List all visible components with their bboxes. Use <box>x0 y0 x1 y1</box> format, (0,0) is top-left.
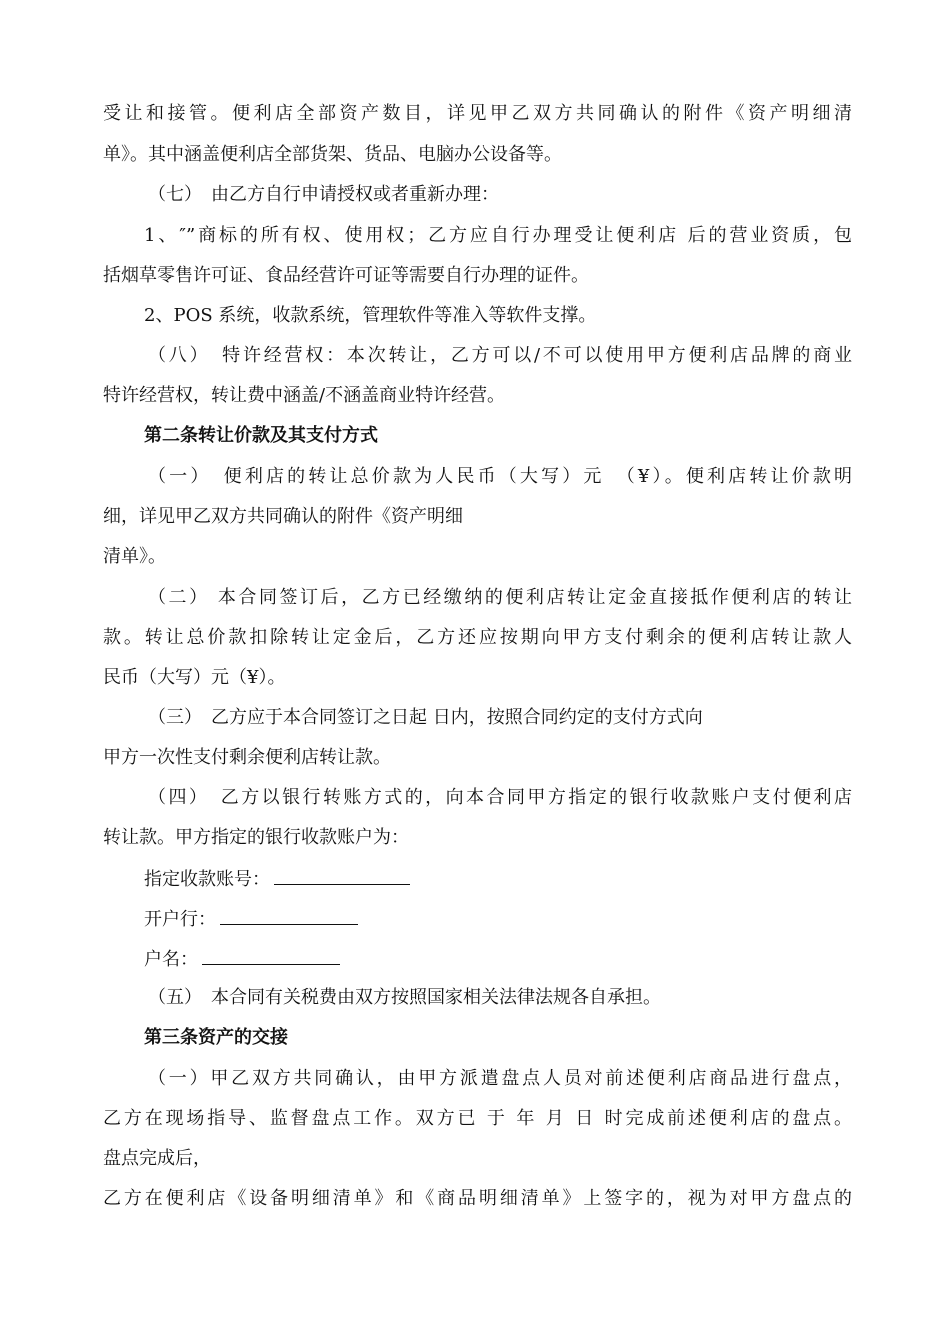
paragraph-line: 受让和接管。便利店全部资产数目，详见甲乙双方共同确认的附件《资产明细清 <box>103 103 852 124</box>
paragraph-line: （一）甲乙双方共同确认，由甲方派遣盘点人员对前述便利店商品进行盘点， <box>148 1068 852 1089</box>
paragraph-line: 款。转让总价款扣除转让定金后，乙方还应按期向甲方支付剩余的便利店转让款人 <box>103 627 852 648</box>
paragraph-line: （一） 便利店的转让总价款为人民币（大写）元 （¥）。便利店转让价款明 <box>148 466 852 487</box>
paragraph-line: 1、″”商标的所有权、使用权；乙方应自行办理受让便利店 后的营业资质，包 <box>144 225 852 246</box>
paragraph-line: 单》。其中涵盖便利店全部货架、货品、电脑办公设备等。 <box>103 144 562 165</box>
account-name-field <box>144 946 340 970</box>
blank-line <box>220 906 358 925</box>
paragraph-line: 乙方在现场指导、监督盘点工作。双方已 于 年 月 日 时完成前述便利店的盘点。 <box>103 1108 852 1129</box>
clause-heading: （七） 由乙方自行申请授权或者重新办理： <box>148 184 499 205</box>
paragraph-line: 盘点完成后， <box>103 1148 211 1169</box>
paragraph-line: 乙方在便利店《设备明细清单》和《商品明细清单》上签字的，视为对甲方盘点的 <box>103 1188 852 1209</box>
paragraph-line: 括烟草零售许可证、食品经营许可证等需要自行办理的证件。 <box>103 265 589 286</box>
paragraph-line: 特许经营权，转让费中涵盖/不涵盖商业特许经营。 <box>103 385 506 406</box>
account-number-field <box>144 866 410 890</box>
paragraph-line: 2、POS 系统，收款系统，管理软件等准入等软件支撑。 <box>144 305 597 326</box>
paragraph-line: 转让款。甲方指定的银行收款账户为： <box>103 827 409 848</box>
paragraph-line: 清单》。 <box>103 546 166 567</box>
blank-line <box>202 946 340 965</box>
paragraph-line: （八） 特许经营权：本次转让，乙方可以/不可以使用甲方便利店品牌的商业 <box>148 345 852 366</box>
bank-field <box>144 906 358 930</box>
paragraph-line: （二） 本合同签订后，乙方已经缴纳的便利店转让定金直接抵作便利店的转让 <box>148 587 852 608</box>
field-label: 开户行： <box>144 909 216 930</box>
paragraph-line: 民币（大写）元（¥）。 <box>103 667 286 688</box>
paragraph-line: （三） 乙方应于本合同签订之日起 日内，按照合同约定的支付方式向 <box>148 707 703 728</box>
field-label: 户名： <box>144 949 198 970</box>
section-heading: 第三条资产的交接 <box>144 1027 288 1048</box>
blank-line <box>274 866 410 885</box>
paragraph-line: （五） 本合同有关税费由双方按照国家相关法律法规各自承担。 <box>148 987 661 1008</box>
paragraph-line: 甲方一次性支付剩余便利店转让款。 <box>103 747 391 768</box>
section-heading: 第二条转让价款及其支付方式 <box>144 425 378 446</box>
field-label: 指定收款账号： <box>144 869 270 890</box>
paragraph-line: （四） 乙方以银行转账方式的，向本合同甲方指定的银行收款账户支付便利店 <box>148 787 852 808</box>
paragraph-line: 细，详见甲乙双方共同确认的附件《资产明细 <box>103 506 463 527</box>
